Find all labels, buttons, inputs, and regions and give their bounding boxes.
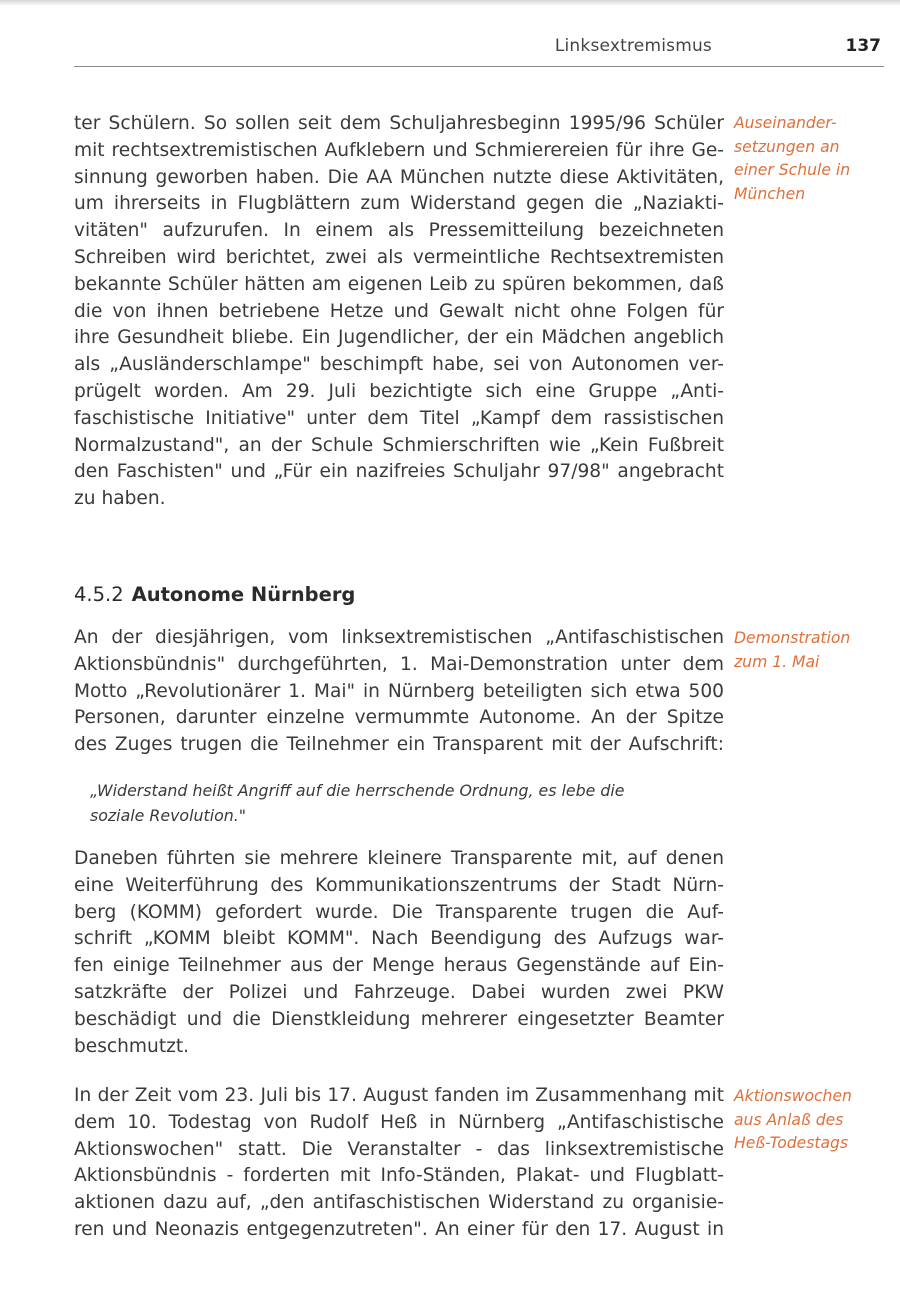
margin-note-action-weeks (734, 1085, 894, 1156)
text-line: satzkräfte der Polizei und Fahrzeuge. Dabei wurden zwei PKW (74, 981, 724, 1003)
text-line: des Zuges trugen die Teilnehmer ein Transparent mit der Aufschrift: (74, 734, 724, 756)
text-line: berg (KOMM) gefordert wurde. Die Transparente trugen die Auf- (74, 901, 724, 923)
text-line: beschmutzt. (74, 1035, 190, 1057)
text-line: In der Zeit vom 23. Juli bis 17. August fanden im Zusammenhang mit (74, 1085, 724, 1106)
paragraph-may-day-demo (74, 625, 724, 759)
section-number: 4.5.2 (74, 583, 124, 606)
margin-note-may-day (734, 627, 894, 674)
paragraph-school-conflict (74, 111, 724, 513)
margin-note-line: München (734, 184, 806, 203)
paragraph-action-weeks (74, 1083, 724, 1244)
running-title: Linksextremismus (554, 36, 712, 56)
text-line: Daneben führten sie mehrere kleinere Transparente mit, auf denen (74, 848, 724, 869)
text-line: Aktionsbündnis" durchgeführten, 1. Mai-Demonstration unter dem (74, 653, 724, 675)
scan-edge-shade (0, 0, 900, 6)
margin-note-line: Demonstration (734, 629, 851, 647)
text-line: prügelt worden. Am 29. Juli bezichtigte sich eine Gruppe „Anti- (74, 380, 724, 402)
quote-line: soziale Revolution." (90, 806, 247, 825)
margin-note-line: zum 1. Mai (734, 652, 820, 671)
paragraph-komm-banners (74, 846, 724, 1060)
text-line: Personen, darunter einzelne vermummte Autonome. An der Spitze (74, 707, 724, 729)
text-line: als „Ausländerschlampe" beschimpft habe, sei von Autonomen ver- (74, 354, 724, 376)
section-heading (74, 583, 355, 606)
quote-line: „Widerstand heißt Angriff auf die herrschende Ordnung, es lebe die (90, 781, 625, 800)
text-line: die von ihnen betriebene Hetze und Gewalt nicht ohne Folgen für (74, 300, 724, 322)
text-line: ren und Neonazis entgegenzutreten". An einer für den 17. August in (74, 1218, 724, 1240)
text-line: faschistische Initiative" unter dem Titel „Kampf dem rassistischen (74, 407, 724, 429)
banner-quote (90, 778, 710, 828)
text-line: bekannte Schüler hätten am eigenen Leib zu spüren bekommen, daß (74, 273, 724, 295)
margin-note-line: Heß-Todestags (734, 1134, 849, 1152)
margin-note-line: Aktionswochen (734, 1087, 852, 1105)
text-line: Aktionsbündnis - forderten mit Info-Ständen, Plakat- und Flugblatt- (74, 1165, 724, 1187)
text-line: den Faschisten" und „Für ein nazifreies Schuljahr 97/98" angebracht (74, 461, 724, 483)
text-line: An der diesjährigen, vom linksextremistischen „Antifaschistischen (74, 627, 724, 648)
text-line: dem 10. Todestag von Rudolf Heß in Nürnberg „Antifaschistische (74, 1111, 724, 1133)
text-line: zu haben. (74, 488, 166, 510)
text-line: Aktionswochen" statt. Die Veranstalter - das linksextremistische (74, 1138, 724, 1160)
margin-note-line: setzungen an (734, 137, 840, 156)
text-line: beschädigt und die Dienstkleidung mehrerer eingesetzter Beamter (74, 1008, 724, 1030)
section-title: Autonome Nürnberg (131, 583, 356, 606)
margin-note-line: einer Schule in (734, 161, 851, 179)
text-line: Schreiben wird berichtet, zwei als vermeintliche Rechtsextremisten (74, 246, 724, 268)
text-line: aktionen dazu auf, „den antifaschistischen Widerstand zu organisie- (74, 1192, 724, 1214)
text-line: vitäten" aufzurufen. In einem als Pressemitteilung bezeichneten (74, 220, 724, 242)
margin-note-line: Auseinander- (734, 114, 837, 132)
text-line: um ihrerseits in Flugblättern zum Widerstand gegen die „Naziakti- (74, 193, 724, 215)
page-number: 137 (845, 36, 881, 56)
text-line: fen einige Teilnehmer aus der Menge heraus Gegenstände auf Ein- (74, 955, 724, 977)
text-line: Motto „Revolutionärer 1. Mai" in Nürnberg beteiligten sich etwa 500 (74, 680, 724, 702)
text-line: ter Schülern. So sollen seit dem Schuljahresbeginn 1995/96 Schüler (74, 113, 724, 134)
text-line: eine Weiterführung des Kommunikationszentrums der Stadt Nürn- (74, 874, 724, 896)
text-line: Normalzustand", an der Schule Schmierschriften wie „Kein Fußbreit (74, 434, 724, 456)
text-line: schrift „KOMM bleibt KOMM". Nach Beendigung des Aufzugs war- (74, 928, 724, 950)
page-header (74, 36, 884, 67)
text-line: ihre Gesundheit bliebe. Ein Jugendlicher, der ein Mädchen angeblich (74, 327, 724, 349)
margin-note-line: aus Anlaß des (734, 1110, 844, 1129)
text-line: mit rechtsextremistischen Aufklebern und Schmierereien für ihre Ge- (74, 139, 724, 161)
margin-note-school-conflict (734, 112, 894, 206)
text-line: sinnung geworben haben. Die AA München nutzte diese Aktivitäten, (74, 166, 724, 188)
